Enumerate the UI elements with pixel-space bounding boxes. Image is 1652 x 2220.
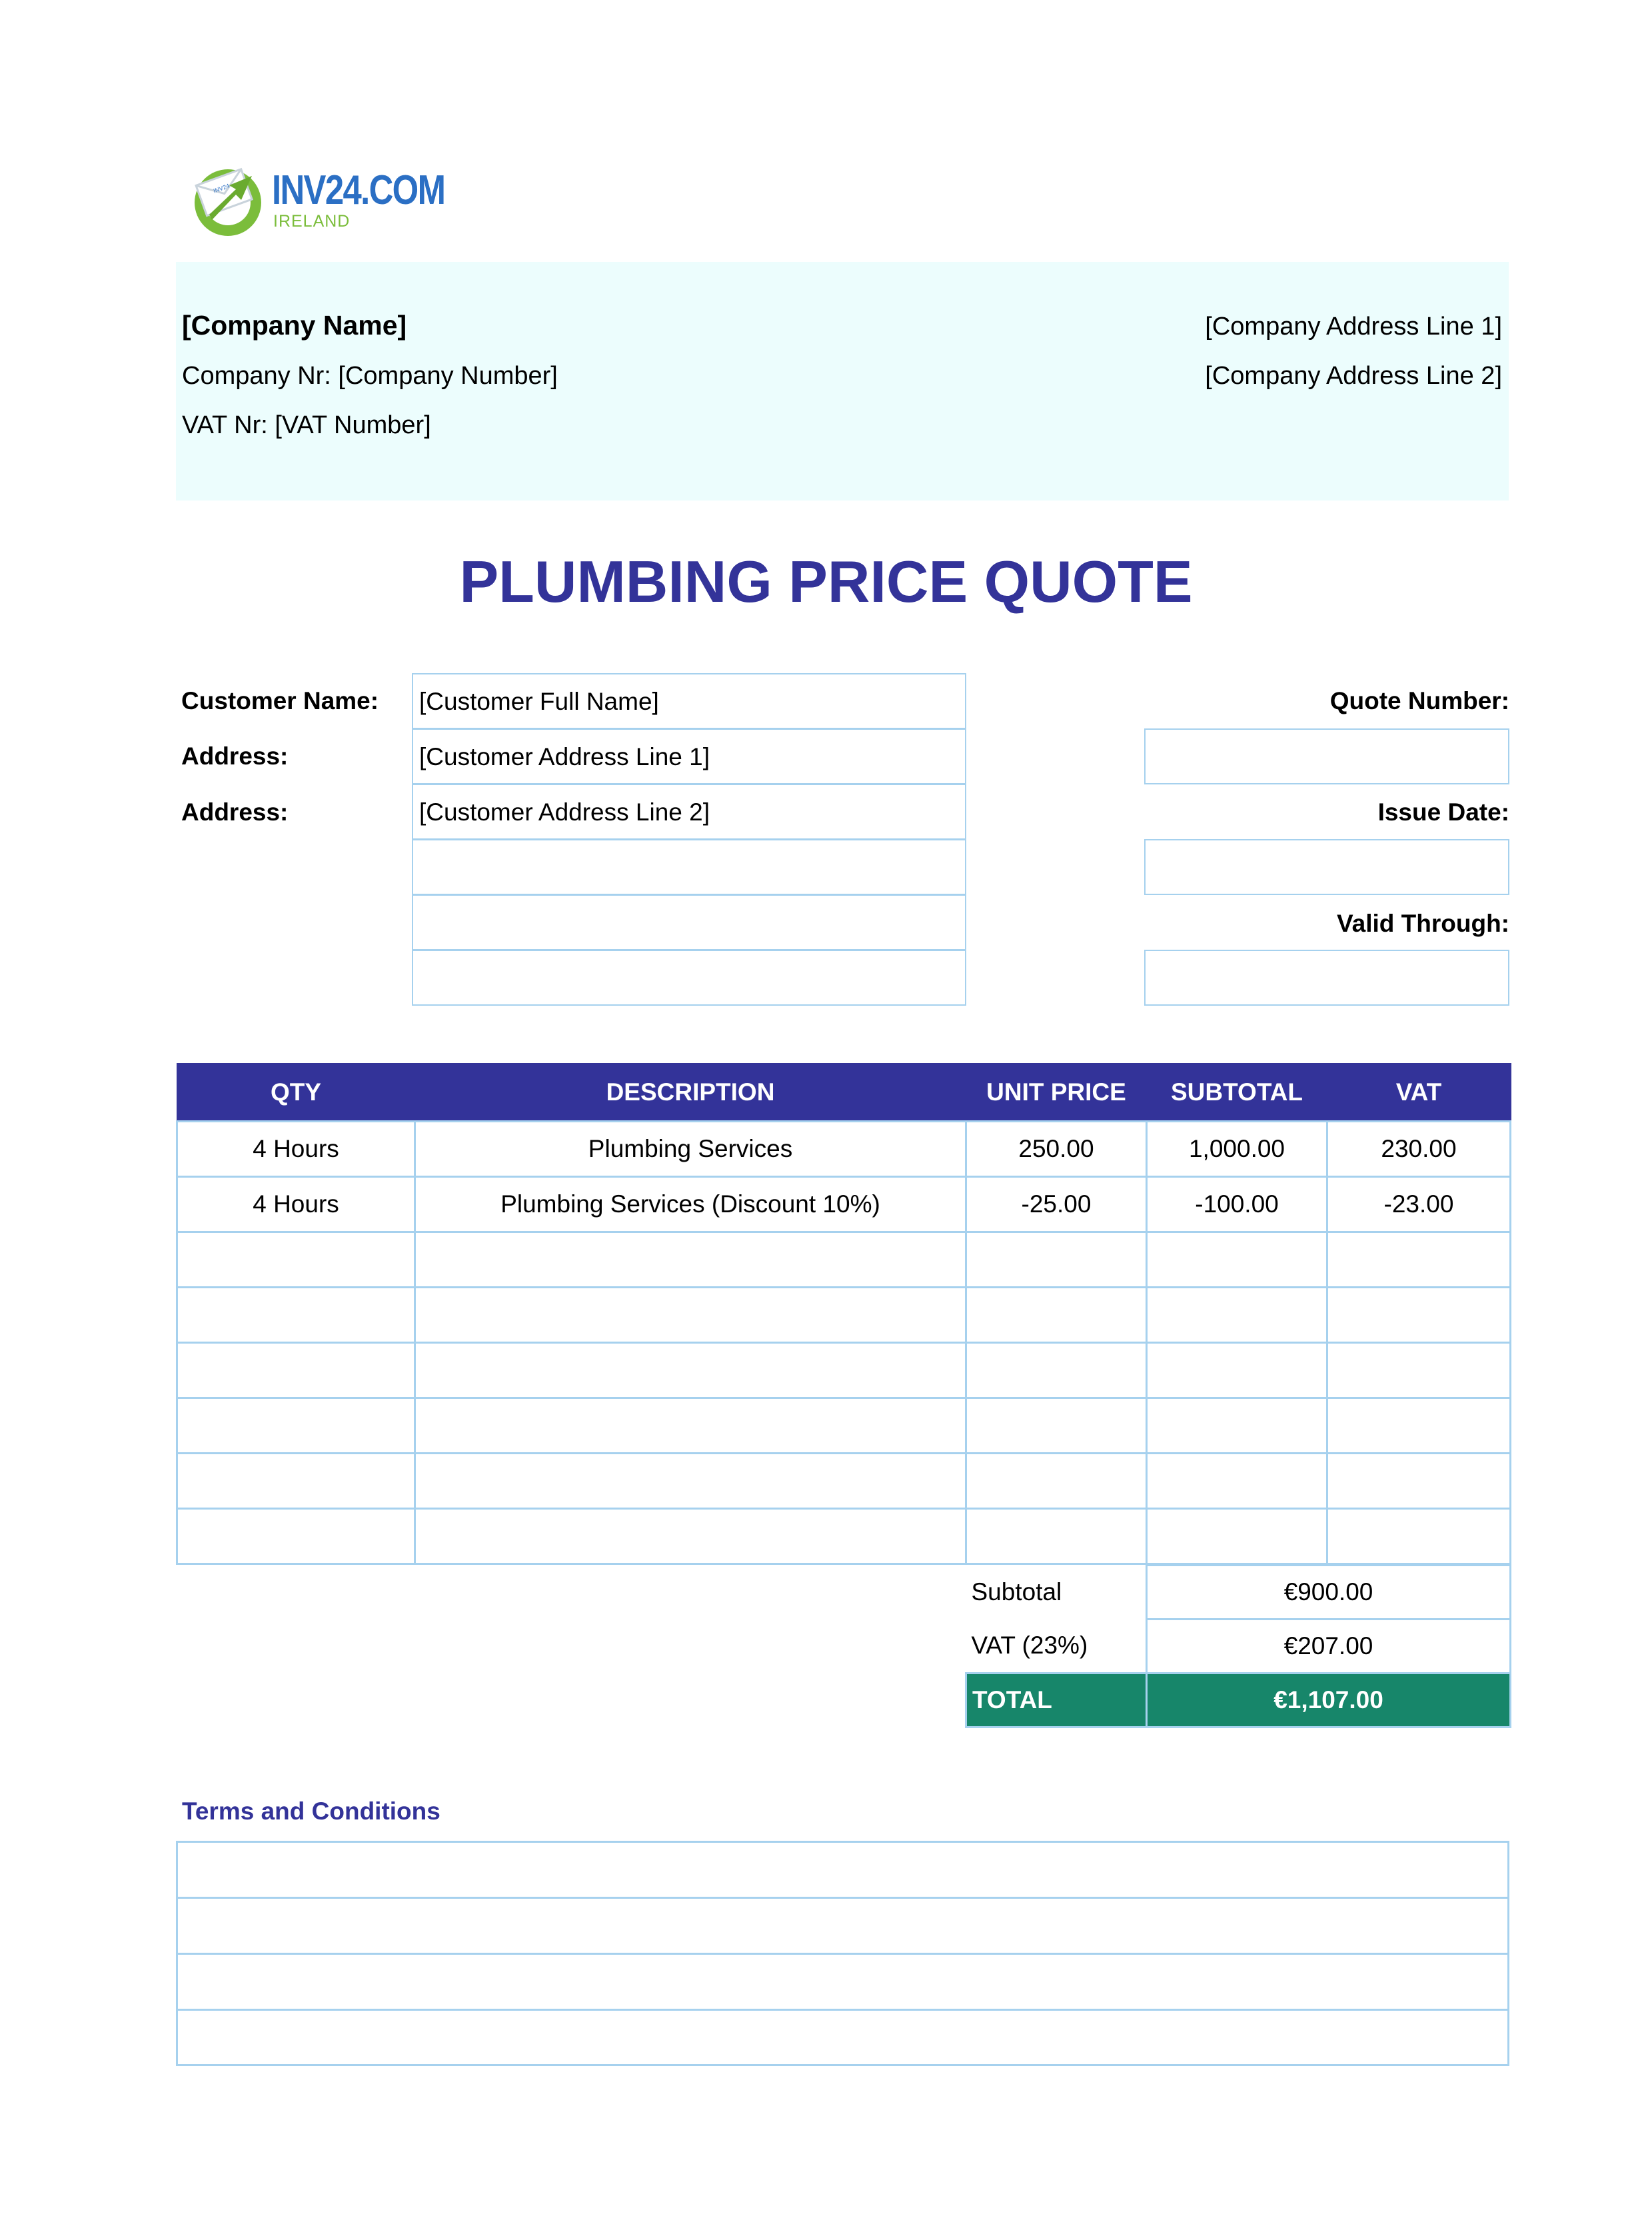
cell-unit-price[interactable]: 250.00: [966, 1122, 1147, 1177]
cell-subtotal[interactable]: [1147, 1509, 1327, 1564]
cell-description[interactable]: [415, 1288, 966, 1343]
cell-unit-price[interactable]: [966, 1398, 1147, 1454]
cell-subtotal[interactable]: [1147, 1398, 1327, 1454]
logo-name: INV24.COM: [272, 167, 445, 213]
total-value: €1,107.00: [1147, 1673, 1511, 1727]
column-header-vat: VAT: [1327, 1064, 1511, 1122]
cell-unit-price[interactable]: -25.00: [966, 1177, 1147, 1232]
cell-qty[interactable]: [177, 1509, 415, 1564]
vat-row: [966, 1620, 1511, 1673]
valid-through-label: Valid Through:: [1337, 910, 1509, 937]
company-address-line2: [Company Address Line 2]: [1205, 362, 1502, 390]
table-row: [177, 1343, 1511, 1398]
cell-description[interactable]: Plumbing Services (Discount 10%): [415, 1177, 966, 1232]
cell-subtotal[interactable]: -100.00: [1147, 1177, 1327, 1232]
document-title: PLUMBING PRICE QUOTE: [459, 549, 1193, 614]
cell-unit-price[interactable]: [966, 1288, 1147, 1343]
cell-description[interactable]: [415, 1232, 966, 1288]
cell-vat[interactable]: -23.00: [1327, 1177, 1511, 1232]
subtotal-value: €900.00: [1147, 1566, 1511, 1620]
subtotal-label: Subtotal: [971, 1578, 1062, 1606]
cell-description[interactable]: Plumbing Services: [415, 1122, 966, 1177]
cell-vat[interactable]: [1327, 1509, 1511, 1564]
address-label-1: Address:: [181, 742, 289, 770]
cell-vat[interactable]: [1327, 1288, 1511, 1343]
company-address-line1: [Company Address Line 1]: [1205, 313, 1502, 341]
table-row: [177, 1288, 1511, 1343]
cell-description[interactable]: [415, 1343, 966, 1398]
terms-line[interactable]: [178, 1899, 1507, 1955]
quote-number-label: Quote Number:: [1329, 687, 1509, 714]
table-row: [177, 1122, 1511, 1177]
column-header-description: DESCRIPTION: [415, 1064, 966, 1122]
logo-envelope-icon: [188, 159, 267, 237]
company-vat: VAT Nr: [VAT Number]: [182, 411, 431, 439]
cell-vat[interactable]: [1327, 1398, 1511, 1454]
cell-description[interactable]: [415, 1398, 966, 1454]
logo-subtitle: IRELAND: [273, 212, 351, 231]
table-row: [177, 1177, 1511, 1232]
cell-subtotal[interactable]: [1147, 1343, 1327, 1398]
table-row: [177, 1454, 1511, 1509]
cell-vat[interactable]: 230.00: [1327, 1122, 1511, 1177]
company-header: [176, 262, 1509, 501]
column-header-qty: QTY: [177, 1064, 415, 1122]
cell-unit-price[interactable]: [966, 1343, 1147, 1398]
table-row: [177, 1398, 1511, 1454]
cell-subtotal[interactable]: [1147, 1454, 1327, 1509]
cell-vat[interactable]: [1327, 1343, 1511, 1398]
total-row: [966, 1673, 1511, 1727]
cell-qty[interactable]: [177, 1398, 415, 1454]
terms-line[interactable]: [178, 1843, 1507, 1899]
cell-unit-price[interactable]: [966, 1454, 1147, 1509]
terms-line[interactable]: [178, 1955, 1507, 2011]
cell-qty[interactable]: [177, 1454, 415, 1509]
terms-line[interactable]: [178, 2011, 1507, 2064]
customer-name-label: Customer Name:: [181, 687, 379, 714]
customer-extra-field-2[interactable]: [412, 894, 966, 950]
cell-subtotal[interactable]: [1147, 1232, 1327, 1288]
vat-value: €207.00: [1147, 1620, 1511, 1673]
terms-box: [176, 1841, 1509, 2066]
table-row: [177, 1509, 1511, 1564]
issue-date-label: Issue Date:: [1377, 798, 1509, 826]
column-header-subtotal: SUBTOTAL: [1147, 1064, 1327, 1122]
logo: [188, 159, 445, 239]
terms-title: Terms and Conditions: [182, 1797, 440, 1825]
cell-description[interactable]: [415, 1454, 966, 1509]
company-number: Company Nr: [Company Number]: [182, 362, 558, 390]
customer-name-value: [Customer Full Name]: [419, 688, 659, 715]
company-name: [Company Name]: [182, 310, 407, 341]
quote-number-field[interactable]: [1144, 728, 1509, 784]
cell-subtotal[interactable]: [1147, 1288, 1327, 1343]
cell-qty[interactable]: [177, 1343, 415, 1398]
cell-unit-price[interactable]: [966, 1232, 1147, 1288]
total-label: TOTAL: [966, 1673, 1147, 1727]
issue-date-field[interactable]: [1144, 839, 1509, 895]
cell-subtotal[interactable]: 1,000.00: [1147, 1122, 1327, 1177]
address-label-2: Address:: [181, 798, 289, 826]
valid-through-field[interactable]: [1144, 950, 1509, 1006]
cell-unit-price[interactable]: [966, 1509, 1147, 1564]
totals-table: [965, 1564, 1511, 1728]
cell-qty[interactable]: 4 Hours: [177, 1177, 415, 1232]
customer-address-line2-field[interactable]: [412, 784, 966, 840]
customer-extra-field-1[interactable]: [412, 839, 966, 895]
cell-vat[interactable]: [1327, 1232, 1511, 1288]
column-header-unit-price: UNIT PRICE: [966, 1064, 1147, 1122]
cell-qty[interactable]: [177, 1232, 415, 1288]
table-header-row: [177, 1064, 1511, 1122]
cell-description[interactable]: [415, 1509, 966, 1564]
cell-qty[interactable]: 4 Hours: [177, 1122, 415, 1177]
line-items-table: [176, 1063, 1511, 1565]
customer-address-line1-field[interactable]: [412, 728, 966, 784]
subtotal-row: [966, 1566, 1511, 1620]
vat-label: VAT (23%): [971, 1632, 1088, 1660]
customer-extra-field-3[interactable]: [412, 950, 966, 1006]
cell-qty[interactable]: [177, 1288, 415, 1343]
customer-address-line1-value: [Customer Address Line 1]: [419, 743, 710, 770]
customer-address-line2-value: [Customer Address Line 2]: [419, 798, 710, 826]
svg-text:INV24: INV24: [212, 182, 231, 195]
cell-vat[interactable]: [1327, 1454, 1511, 1509]
table-row: [177, 1232, 1511, 1288]
customer-name-field[interactable]: [412, 673, 966, 729]
